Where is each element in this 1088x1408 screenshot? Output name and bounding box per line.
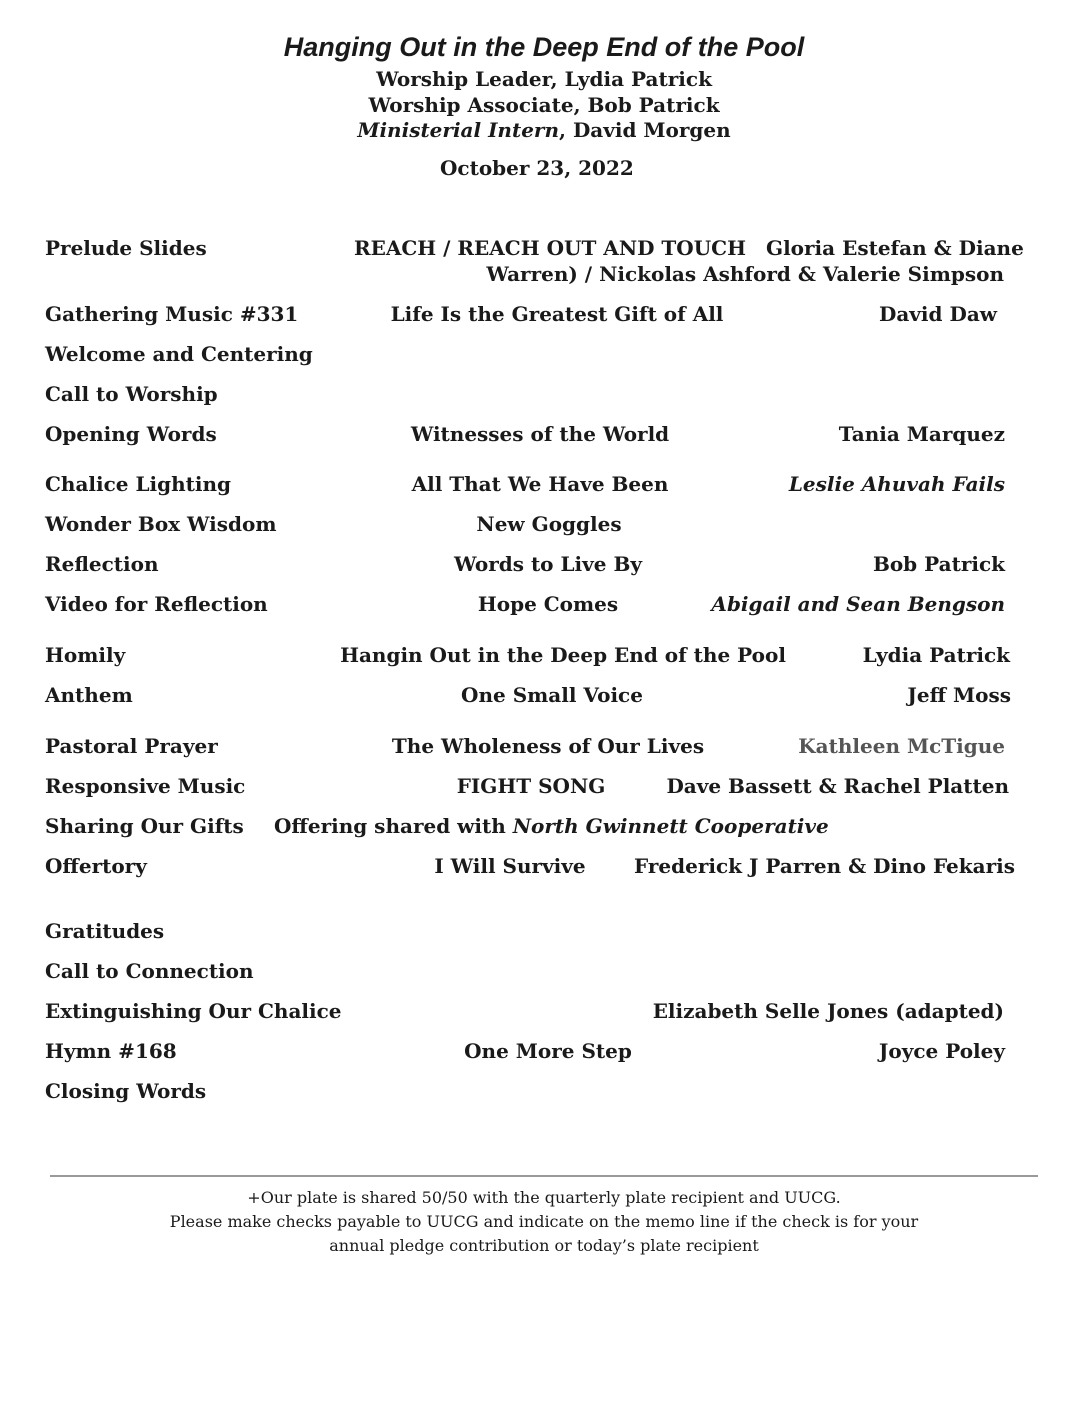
item-label: Welcome and Centering	[45, 342, 313, 366]
item-label: Gathering Music #331	[45, 302, 299, 326]
item-label: Responsive Music	[45, 774, 246, 798]
item-label: Call to Worship	[45, 382, 218, 406]
item-credit: Jeff Moss	[907, 683, 1011, 707]
item-title: One Small Voice	[461, 683, 643, 707]
footer-note-line: Please make checks payable to UUCG and indicate on the memo line if the check is for your	[169, 1212, 919, 1231]
item-title: FIGHT SONG	[456, 774, 606, 798]
offering-text: Offering shared with	[274, 814, 513, 838]
item-title: REACH / REACH OUT AND TOUCH	[354, 236, 746, 260]
item-label: Call to Connection	[45, 959, 254, 983]
item-label: Prelude Slides	[45, 236, 207, 260]
item-title: Witnesses of the World	[410, 422, 670, 446]
item-label: Hymn #168	[45, 1039, 177, 1063]
item-title: Words to Live By	[454, 552, 642, 576]
item-label: Chalice Lighting	[45, 472, 232, 496]
item-title: All That We Have Been	[411, 472, 669, 496]
item-title	[274, 814, 829, 838]
item-title: Hope Comes	[477, 592, 619, 616]
item-credit: Joyce Poley	[878, 1039, 1005, 1063]
item-label: Extinguishing Our Chalice	[45, 999, 342, 1023]
item-credit: David Daw	[879, 302, 997, 326]
item-credit: Lydia Patrick	[862, 643, 1010, 667]
item-credit: Tania Marquez	[838, 422, 1005, 446]
item-title: Hangin Out in the Deep End of the Pool	[340, 643, 786, 667]
item-title: The Wholeness of Our Lives	[391, 734, 705, 758]
intern-name: , David Morgen	[559, 118, 731, 142]
service-title: Hanging Out in the Deep End of the Pool	[283, 32, 805, 62]
item-label: Closing Words	[45, 1079, 207, 1103]
item-label: Homily	[45, 643, 126, 667]
item-credit: Bob Patrick	[872, 552, 1005, 576]
item-label: Pastoral Prayer	[45, 734, 218, 758]
footer-note-line: +Our plate is shared 50/50 with the quarterly plate recipient and UUCG.	[247, 1188, 841, 1207]
item-label: Anthem	[45, 683, 133, 707]
item-title: I Will Survive	[434, 854, 586, 878]
item-credit: Leslie Ahuvah Fails	[788, 472, 1005, 496]
offering-recipient: North Gwinnett Cooperative	[512, 814, 829, 838]
item-title: One More Step	[464, 1039, 632, 1063]
item-credit: Gloria Estefan & Diane	[766, 236, 1024, 260]
intern-role: Ministerial Intern	[357, 118, 560, 142]
item-title: New Goggles	[476, 512, 622, 536]
item-label: Opening Words	[45, 422, 217, 446]
service-date: October 23, 2022	[440, 156, 634, 180]
item-label: Sharing Our Gifts	[45, 814, 244, 838]
item-credit: Frederick J Parren & Dino Fekaris	[634, 854, 1015, 878]
item-label: Wonder Box Wisdom	[45, 512, 277, 536]
footer-divider	[50, 1175, 1038, 1177]
item-credit: Elizabeth Selle Jones (adapted)	[652, 999, 1004, 1023]
item-label: Reflection	[45, 552, 159, 576]
footer-note-line: annual pledge contribution or today’s plate recipient	[329, 1236, 759, 1255]
ministerial-intern	[0, 118, 1088, 142]
worship-leader: Worship Leader, Lydia Patrick	[376, 67, 712, 91]
item-credit: Abigail and Sean Bengson	[711, 592, 1005, 616]
worship-associate: Worship Associate, Bob Patrick	[368, 93, 720, 117]
item-credit: Warren) / Nickolas Ashford & Valerie Simpson	[486, 262, 1004, 286]
item-title: Life Is the Greatest Gift of All	[390, 302, 724, 326]
item-label: Offertory	[45, 854, 147, 878]
item-credit: Dave Bassett & Rachel Platten	[666, 774, 1009, 798]
item-credit: Kathleen McTigue	[798, 734, 1005, 758]
item-label: Video for Reflection	[45, 592, 268, 616]
item-label: Gratitudes	[45, 919, 165, 943]
